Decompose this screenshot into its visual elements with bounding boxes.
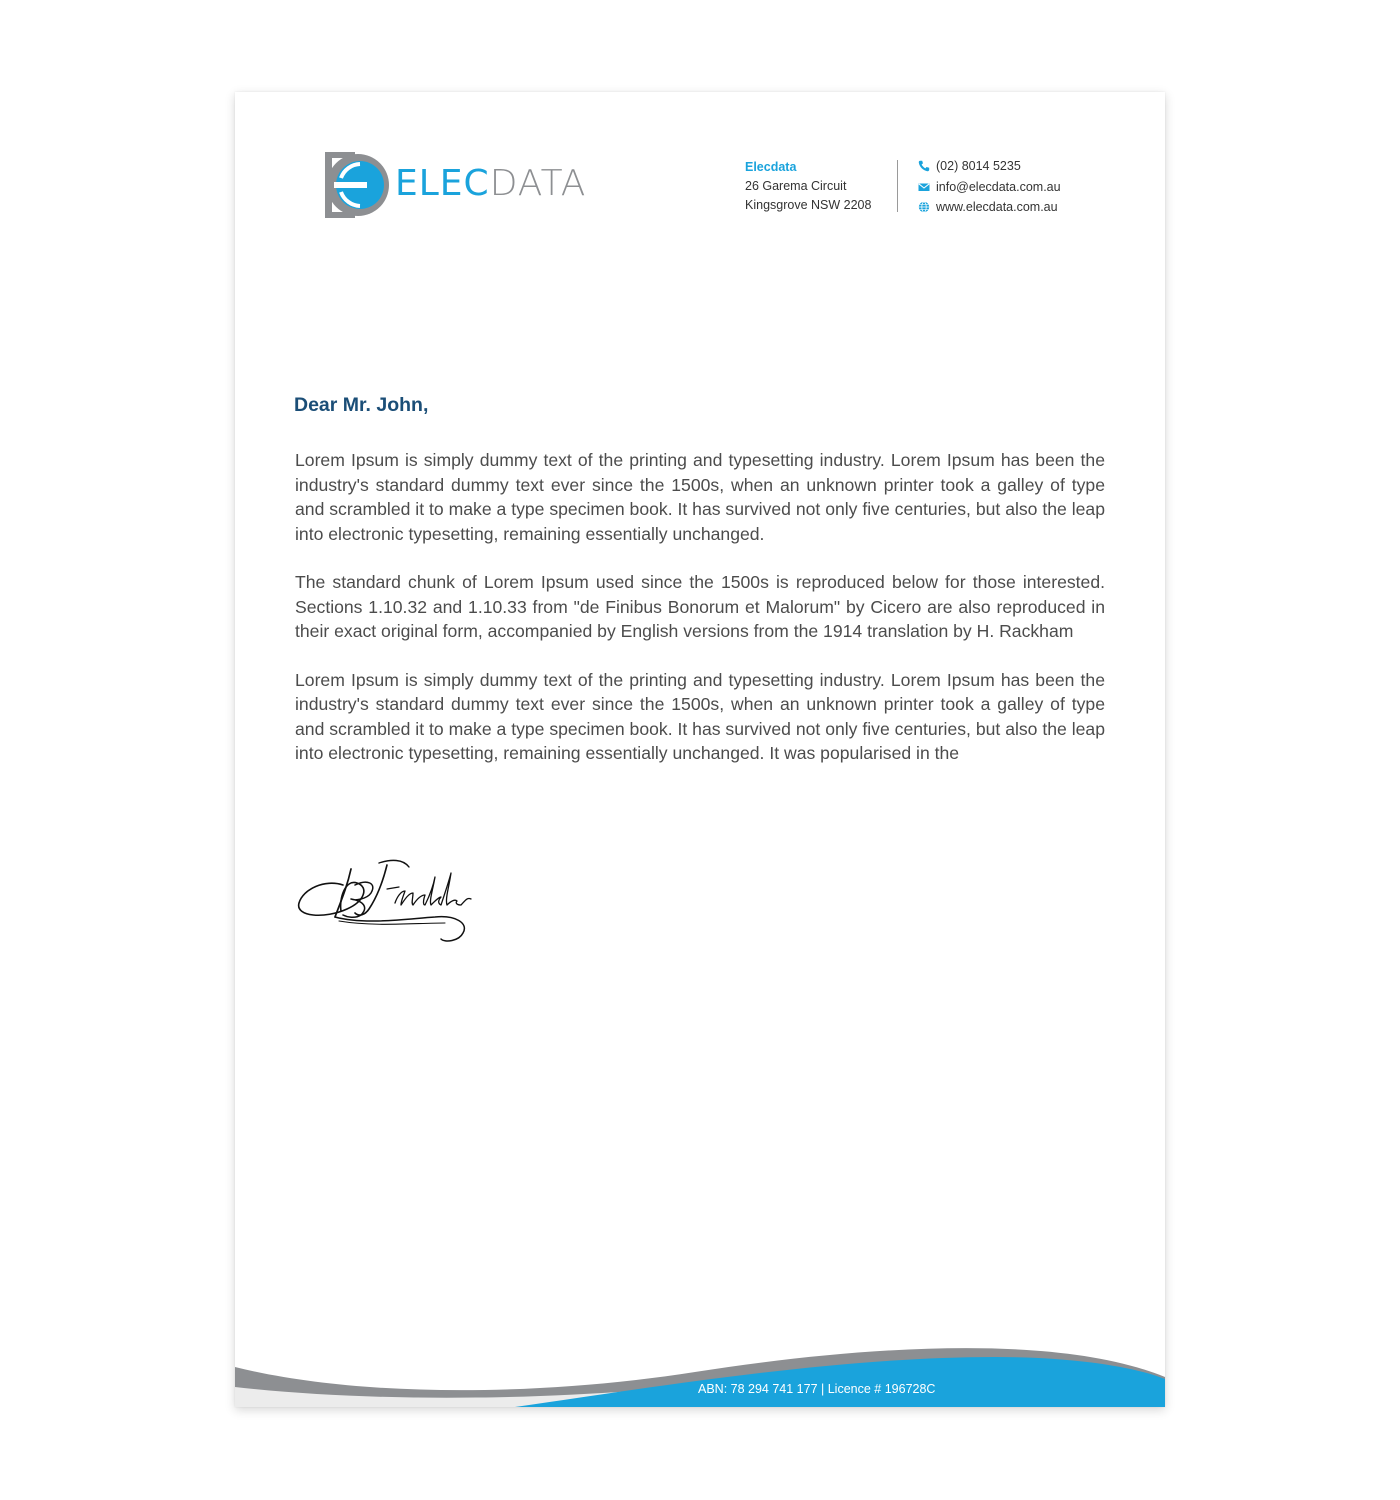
paragraph-1: Lorem Ipsum is simply dummy text of the printing and typesetting industry. Lorem Ipsum has been the industry's standard dummy text ever since the 1500s, when an unknown printer took a galley of type and scrambled it to make a type specimen book. It has survived not only five centuries, but also the leap into electronic typesetting, remaining essentially unchanged.: [295, 450, 1105, 544]
globe-icon: [918, 201, 930, 213]
letterhead-page: [235, 92, 1165, 1407]
paragraph-3: Lorem Ipsum is simply dummy text of the printing and typesetting industry. Lorem Ipsum has been the industry's standard dummy text ever since the 1500s, when an unknown printer took a galley of type and scrambled it to make a type specimen book. It has survived not only five centuries, but also the leap into electronic typesetting, remaining essentially unchanged. It was popularised in the: [295, 669, 1105, 763]
footer-registration: ABN: 78 294 741 177 | Licence # 196728C: [698, 1382, 936, 1396]
logo-mark-icon: [323, 152, 389, 218]
salutation: Dear Mr. John,: [294, 394, 429, 416]
letter-body: [295, 448, 1105, 790]
company-address: [745, 158, 871, 215]
logo-text-elec: ELEC: [395, 163, 490, 204]
company-name: Elecdata: [745, 160, 797, 174]
envelope-icon: [918, 181, 930, 193]
phone-number: (02) 8014 5235: [936, 159, 1021, 173]
website-row: [918, 197, 1061, 218]
phone-icon: [918, 160, 930, 172]
street-address: 26 Garema Circuit: [745, 179, 847, 193]
email-address[interactable]: info@elecdata.com.au: [936, 179, 1061, 194]
city-address: Kingsgrove NSW 2208: [745, 198, 872, 212]
handwritten-signature: [295, 857, 475, 952]
phone-row: [918, 156, 1061, 177]
paragraph-2: The standard chunk of Lorem Ipsum used since the 1500s is reproduced below for those interested. Sections 1.10.32 and 1.10.33 from "de Finibus Bonorum et Malorum" by Cicero are also reproduced in their exact original form, accompanied by English versions from the 1914 translation by H. Rackham: [295, 572, 1105, 641]
elecdata-logo: [323, 152, 658, 218]
contact-details: [918, 156, 1061, 218]
header-divider: [897, 160, 898, 212]
logo-text-data: DATA: [489, 163, 587, 204]
website-url[interactable]: www.elecdata.com.au: [936, 200, 1058, 214]
logo-wordmark: [395, 164, 586, 204]
email-row: [918, 177, 1061, 198]
